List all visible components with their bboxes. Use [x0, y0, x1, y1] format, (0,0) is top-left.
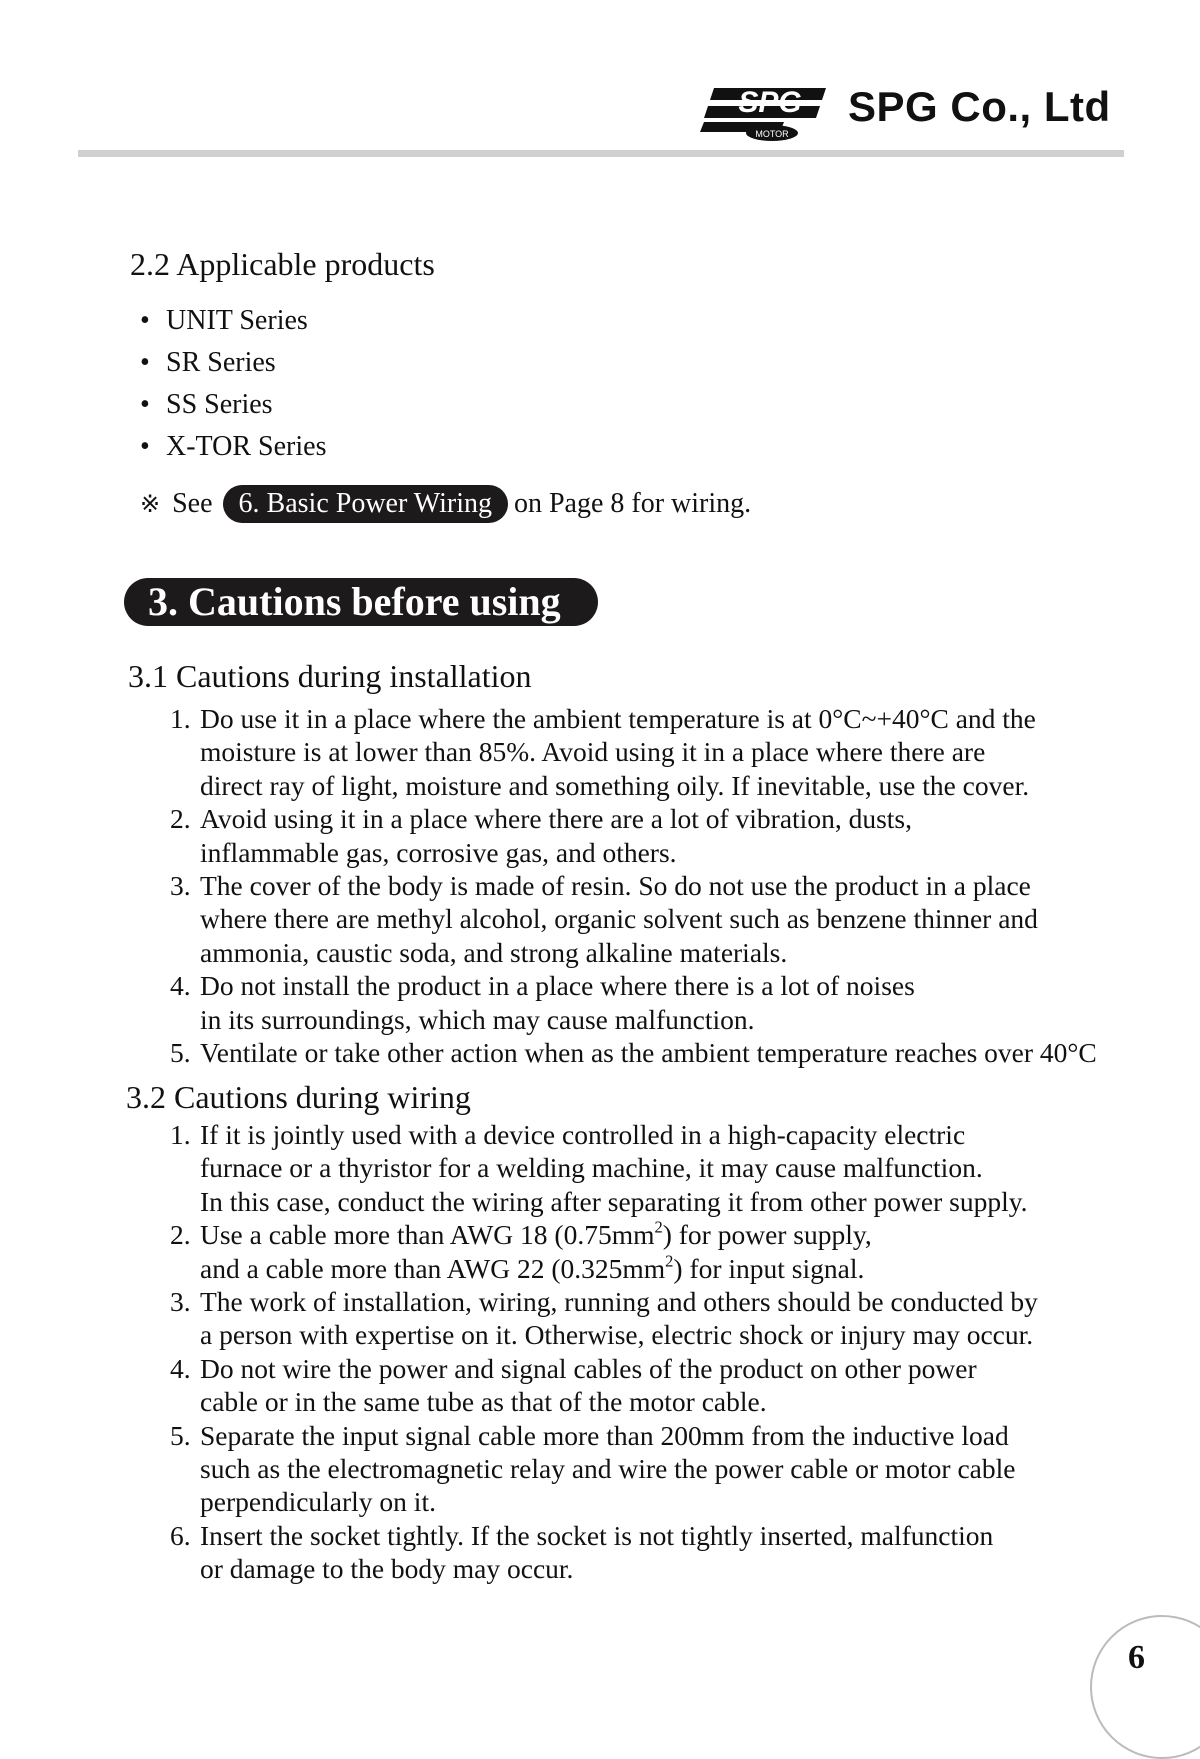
section-3-1-title: 3.1 Cautions during installation [128, 658, 532, 694]
svg-text:SPG: SPG [738, 86, 802, 119]
list-item: 4. Do not wire the power and signal cables of the product on other power cable or in the same tube as that of the motor cable. [170, 1352, 977, 1418]
list-item: 4. Do not install the product in a place where there is a lot of noises in its surroundings, which may cause malfunction. [170, 970, 915, 1035]
section-3-2-title: 3.2 Cautions during wiring [126, 1079, 471, 1115]
list-item: 2. Avoid using it in a place where there are a lot of vibration, dusts, inflammable gas, corrosive gas, and others. [170, 803, 912, 868]
page-number-circle [1090, 1615, 1200, 1759]
spg-logo [700, 82, 832, 142]
list-item: 1. If it is jointly used with a device controlled in a high-capacity electric furnace or a thyristor for a welding machine, it may cause malfunction. In this case, conduct the wiring after separating it from other power supply. [170, 1119, 1028, 1217]
list-item: • SS Series [140, 389, 273, 420]
page-number: 6 [1128, 1639, 1145, 1676]
list-item: 5. Ventilate or take other action when as the ambient temperature reaches over 40°C [170, 1037, 1097, 1069]
list-item: 6. Insert the socket tightly. If the socket is not tightly inserted, malfunction or damage to the body may occur. [170, 1519, 994, 1585]
company-name: SPG Co., Ltd [848, 83, 1111, 130]
list-item: 3. The cover of the body is made of resin. So do not use the product in a place where there are methyl alcohol, organic solvent such as benzene thinner and ammonia, caustic soda, and strong alkaline materials. [170, 870, 1038, 968]
reference-mark: ※ [140, 490, 161, 518]
section-3-banner: 3. Cautions before using [124, 578, 598, 626]
wiring-cautions-list [170, 1118, 1038, 1586]
list-item: 1. Do use it in a place where the ambient temperature is at 0°C~+40°C and the moisture is at lower than 85%. Avoid using it in a place where there are direct ray of light, moisture and something oily. If inevitable, use the cover. [170, 703, 1036, 801]
applicable-products-list [140, 300, 326, 468]
list-item: • SR Series [140, 347, 276, 378]
installation-cautions-list [170, 702, 1097, 1069]
wiring-note [140, 484, 751, 524]
note-see-text: See [172, 488, 213, 519]
basic-power-wiring-link[interactable]: 6. Basic Power Wiring [223, 485, 508, 523]
page-header [0, 0, 1200, 160]
list-item: 3. The work of installation, wiring, running and others should be conducted by a person with expertise on it. Otherwise, electric shock or injury may occur. [170, 1286, 1038, 1351]
svg-text:MOTOR: MOTOR [755, 129, 789, 139]
header-divider [78, 150, 1124, 157]
list-item: • UNIT Series [140, 305, 308, 336]
list-item: 5. Separate the input signal cable more than 200mm from the inductive load such as the electromagnetic relay and wire the power cable or motor cable perpendicularly on it. [170, 1419, 1016, 1518]
section-2-2-title: 2.2 Applicable products [130, 246, 435, 282]
note-after-text: on Page 8 for wiring. [513, 488, 752, 519]
list-item: • X-TOR Series [140, 431, 327, 462]
list-item: 2. Use a cable more than AWG 18 $(0.75mm^2)$ for power supply, and a cable more than AWG 22 $(0.325mm^2)$ for input signal. [170, 1217, 872, 1284]
